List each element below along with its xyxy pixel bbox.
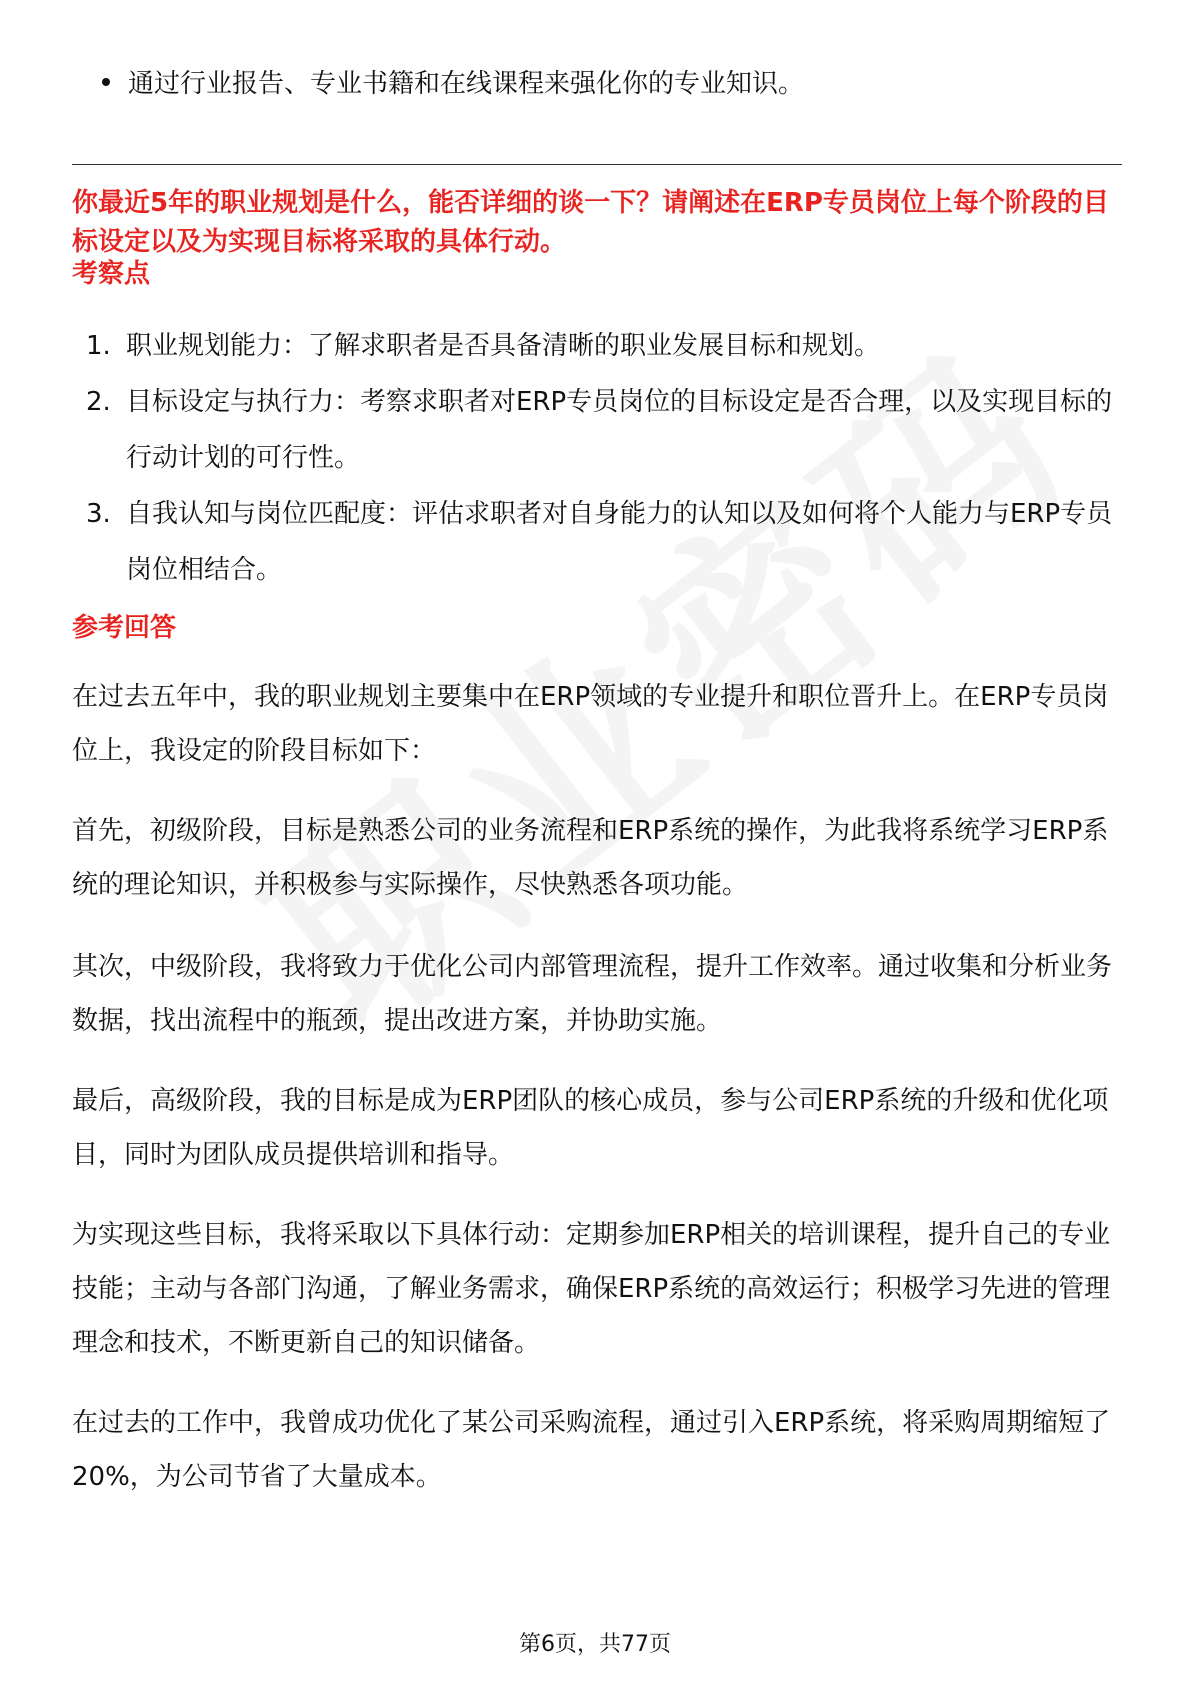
question-heading: 你最近5年的职业规划是什么，能否详细的谈一下？请阐述在ERP专员岗位上每个阶段的目标设定以及为实现目标将采取的具体行动。 xyxy=(72,188,1109,257)
bullet-dot-icon xyxy=(102,78,110,86)
section-divider xyxy=(72,164,1122,165)
answer-paragraph-3: 其次，中级阶段，我将致力于优化公司内部管理流程，提升工作效率。通过收集和分析业务数据，找出流程中的瓶颈，提出改进方案，并协助实施。 xyxy=(72,952,1113,1036)
examine-title: 考察点 xyxy=(72,259,151,289)
examine-item-3 xyxy=(86,486,1126,598)
examine-list xyxy=(86,318,1126,598)
answer-paragraph-2: 首先，初级阶段，目标是熟悉公司的业务流程和ERP系统的操作，为此我将系统学习ERP系统的理论知识，并积极参与实际操作，尽快熟悉各项功能。 xyxy=(72,816,1109,900)
list-number: 3. xyxy=(86,499,111,529)
top-bullet-item xyxy=(102,64,804,104)
answer-paragraph-4: 最后，高级阶段，我的目标是成为ERP团队的核心成员，参与公司ERP系统的升级和优化项目，同时为团队成员提供培训和指导。 xyxy=(72,1086,1109,1170)
examine-item-1 xyxy=(86,318,1126,374)
answer-paragraph-5: 为实现这些目标，我将采取以下具体行动：定期参加ERP相关的培训课程，提升自己的专业技能；主动与各部门沟通，了解业务需求，确保ERP系统的高效运行；积极学习先进的管理理念和技术，不断更新自己的知识储备。 xyxy=(72,1220,1111,1358)
answer-title: 参考回答 xyxy=(72,613,177,643)
list-number: 1. xyxy=(86,331,111,361)
answer-paragraph-1: 在过去五年中，我的职业规划主要集中在ERP领域的专业提升和职位晋升上。在ERP专员岗位上，我设定的阶段目标如下： xyxy=(72,682,1109,766)
examine-item-2 xyxy=(86,374,1126,486)
list-text: 自我认知与岗位匹配度：评估求职者对自身能力的认知以及如何将个人能力与ERP专员岗位相结合。 xyxy=(126,499,1113,585)
answer-paragraph-6: 在过去的工作中，我曾成功优化了某公司采购流程，通过引入ERP系统，将采购周期缩短了20%，为公司节省了大量成本。 xyxy=(72,1408,1111,1492)
list-text: 职业规划能力：了解求职者是否具备清晰的职业发展目标和规划。 xyxy=(126,331,881,361)
top-bullet-text: 通过行业报告、专业书籍和在线课程来强化你的专业知识。 xyxy=(128,69,805,99)
page-number-footer: 第6页，共77页 xyxy=(519,1632,671,1657)
list-text: 目标设定与执行力：考察求职者对ERP专员岗位的目标设定是否合理，以及实现目标的行动计划的可行性。 xyxy=(126,387,1113,473)
list-number: 2. xyxy=(86,387,111,417)
